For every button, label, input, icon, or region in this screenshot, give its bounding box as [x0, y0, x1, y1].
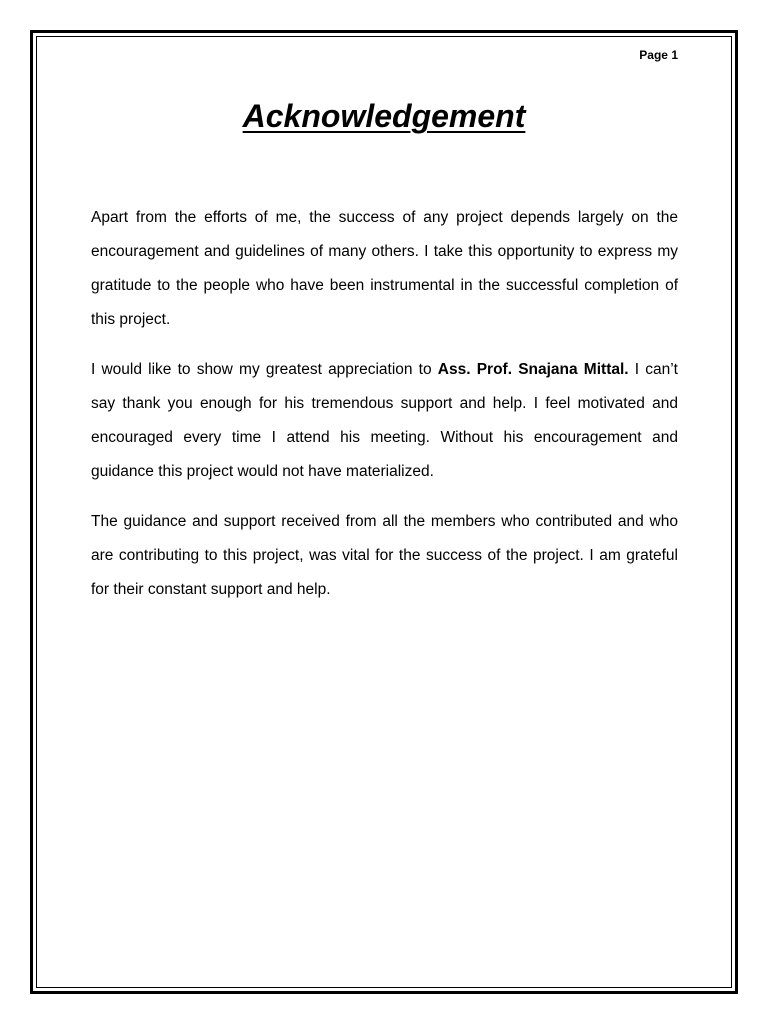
paragraph-appreciation [91, 353, 678, 489]
page-number: Page 1 [639, 48, 678, 62]
paragraph-intro: Apart from the efforts of me, the success of any project depends largely on the encouragement and guidelines of many others. I take this opportunity to express my gratitude to the people who have been instrumental in the successful completion of this project. [91, 209, 678, 328]
appreciation-text-after: I can’t say thank you enough for his tremendous support and help. I feel motivated and encouraged every time I attend his meeting. Without his encouragement and guidance this project would not have materialized. [91, 361, 678, 480]
body-text [91, 201, 678, 623]
appreciation-text-before: I would like to show my greatest appreciation to [91, 361, 438, 378]
page-title: Acknowledgement [242, 98, 526, 134]
professor-name: Ass. Prof. Snajana Mittal. [437, 361, 629, 378]
paragraph-members: The guidance and support received from all the members who contributed and who are contributing to this project, was vital for the success of the project. I am grateful for their constant support and help. [91, 513, 678, 598]
